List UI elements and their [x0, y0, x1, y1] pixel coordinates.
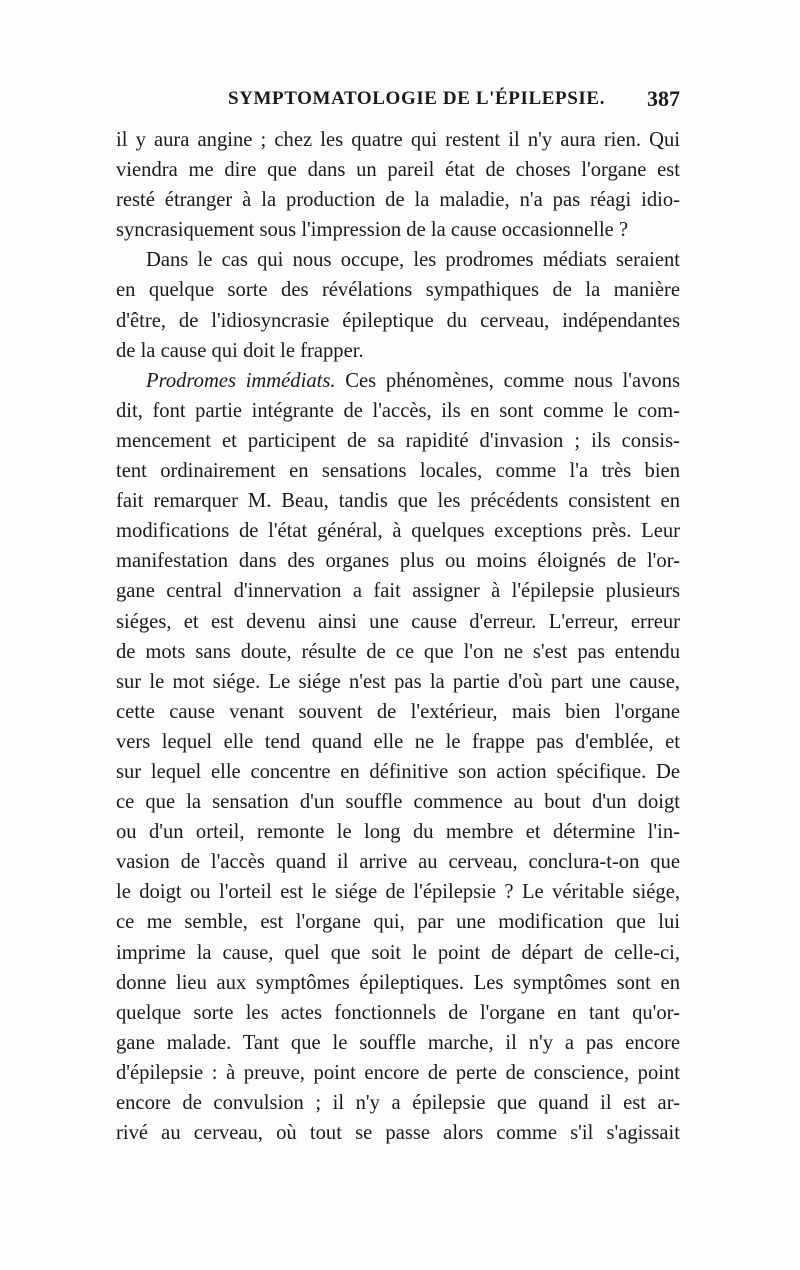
line-text: d'épilepsie : à preuve, point encore de perte de conscience, point	[116, 1061, 680, 1084]
body-text	[116, 125, 680, 1148]
text-line	[116, 155, 680, 185]
line-text: ou d'un orteil, remonte le long du membre et détermine l'in-	[116, 821, 680, 844]
text-line	[116, 215, 680, 245]
text-line	[116, 486, 680, 516]
line-text: ce me semble, est l'organe qui, par une modification que lui	[116, 911, 680, 934]
line-text: gane malade. Tant que le souffle marche, il n'y a pas encore	[116, 1031, 680, 1054]
text-line	[116, 1118, 680, 1148]
text-line	[116, 1028, 680, 1058]
text-line	[116, 787, 680, 817]
text-line	[116, 938, 680, 968]
text-line	[116, 1058, 680, 1088]
line-text: dit, font partie intégrante de l'accès, ils en sont comme le com-	[116, 399, 680, 422]
line-text: de mots sans doute, résulte de ce que l'on ne s'est pas entendu	[116, 640, 680, 663]
text-line	[116, 968, 680, 998]
line-text: mencement et participent de sa rapidité d'invasion ; ils consis-	[116, 429, 680, 452]
line-text: sur le mot siége. Le siége n'est pas la partie d'où part une cause,	[116, 670, 680, 693]
line-text: imprime la cause, quel que soit le point de départ de celle-ci,	[116, 941, 680, 964]
line-text: le doigt ou l'orteil est le siége de l'épilepsie ? Le véritable siége,	[116, 881, 680, 904]
text-line	[116, 366, 680, 396]
text-line	[116, 245, 680, 275]
text-line	[116, 275, 680, 305]
line-text: resté étranger à la production de la maladie, n'a pas réagi idio-	[116, 189, 680, 212]
text-line	[116, 637, 680, 667]
line-text: vasion de l'accès quand il arrive au cerveau, conclura-t-on que	[116, 851, 680, 874]
text-line	[116, 998, 680, 1028]
text-line	[116, 456, 680, 486]
line-text: sur lequel elle concentre en définitive son action spécifique. De	[116, 760, 680, 783]
text-line	[116, 607, 680, 637]
text-line	[116, 697, 680, 727]
text-line	[116, 727, 680, 757]
line-text: il y aura angine ; chez les quatre qui restent il n'y aura rien. Qui	[116, 129, 680, 151]
line-text: Ces phénomènes, comme nous l'avons	[335, 369, 681, 392]
line-text: ce que la sensation d'un souffle commence au bout d'un doigt	[116, 791, 680, 814]
text-line	[116, 576, 680, 606]
text-line	[116, 757, 680, 787]
line-text: gane central d'innervation a fait assigner à l'épilepsie plusieurs	[116, 580, 680, 603]
text-line	[116, 396, 680, 426]
text-line	[116, 817, 680, 847]
text-line	[116, 185, 680, 215]
line-text: quelque sorte les actes fonctionnels de l'organe en tant qu'or-	[116, 1001, 680, 1024]
text-line	[116, 877, 680, 907]
line-text: tent ordinairement en sensations locales, comme l'a très bien	[116, 460, 680, 483]
line-text: en quelque sorte des révélations sympathiques de la manière	[116, 279, 680, 302]
line-text: manifestation dans des organes plus ou moins éloignés de l'or-	[116, 550, 680, 573]
line-text: donne lieu aux symptômes épileptiques. Les symptômes sont en	[116, 971, 680, 994]
line-text: viendra me dire que dans un pareil état de choses l'organe est	[116, 159, 680, 182]
line-text: modifications de l'état général, à quelques exceptions près. Leur	[116, 520, 680, 543]
line-text: cette cause venant souvent de l'extérieur, mais bien l'organe	[116, 700, 680, 723]
line-text: Dans le cas qui nous occupe, les prodromes médiats seraient	[146, 249, 680, 272]
text-line	[116, 667, 680, 697]
text-line	[116, 546, 680, 576]
text-line	[116, 847, 680, 877]
text-line	[116, 907, 680, 937]
running-title: SYMPTOMATOLOGIE DE L'ÉPILEPSIE.	[228, 88, 606, 109]
line-text: de la cause qui doit le frapper.	[116, 339, 364, 362]
line-text: encore de convulsion ; il n'y a épilepsie que quand il est ar-	[116, 1092, 680, 1114]
page-header	[118, 88, 680, 122]
line-text: d'être, de l'idiosyncrasie épileptique du cerveau, indépendantes	[116, 309, 680, 332]
text-line	[116, 426, 680, 456]
line-text: rivé au cerveau, où tout se passe alors comme s'il s'agissait	[116, 1122, 680, 1145]
page-number: 387	[647, 86, 680, 111]
text-line	[116, 1088, 680, 1118]
text-line	[116, 125, 680, 155]
line-text: fait remarquer M. Beau, tandis que les précédents consistent en	[116, 490, 680, 513]
text-line	[116, 306, 680, 336]
italic-run: Prodromes immédiats.	[146, 369, 336, 392]
text-line	[116, 336, 680, 366]
line-text: vers lequel elle tend quand elle ne le frappe pas d'emblée, et	[116, 730, 680, 753]
line-text: syncrasiquement sous l'impression de la cause occasionnelle ?	[116, 219, 629, 242]
line-text: siéges, et est devenu ainsi une cause d'erreur. L'erreur, erreur	[116, 610, 680, 633]
text-line	[116, 516, 680, 546]
